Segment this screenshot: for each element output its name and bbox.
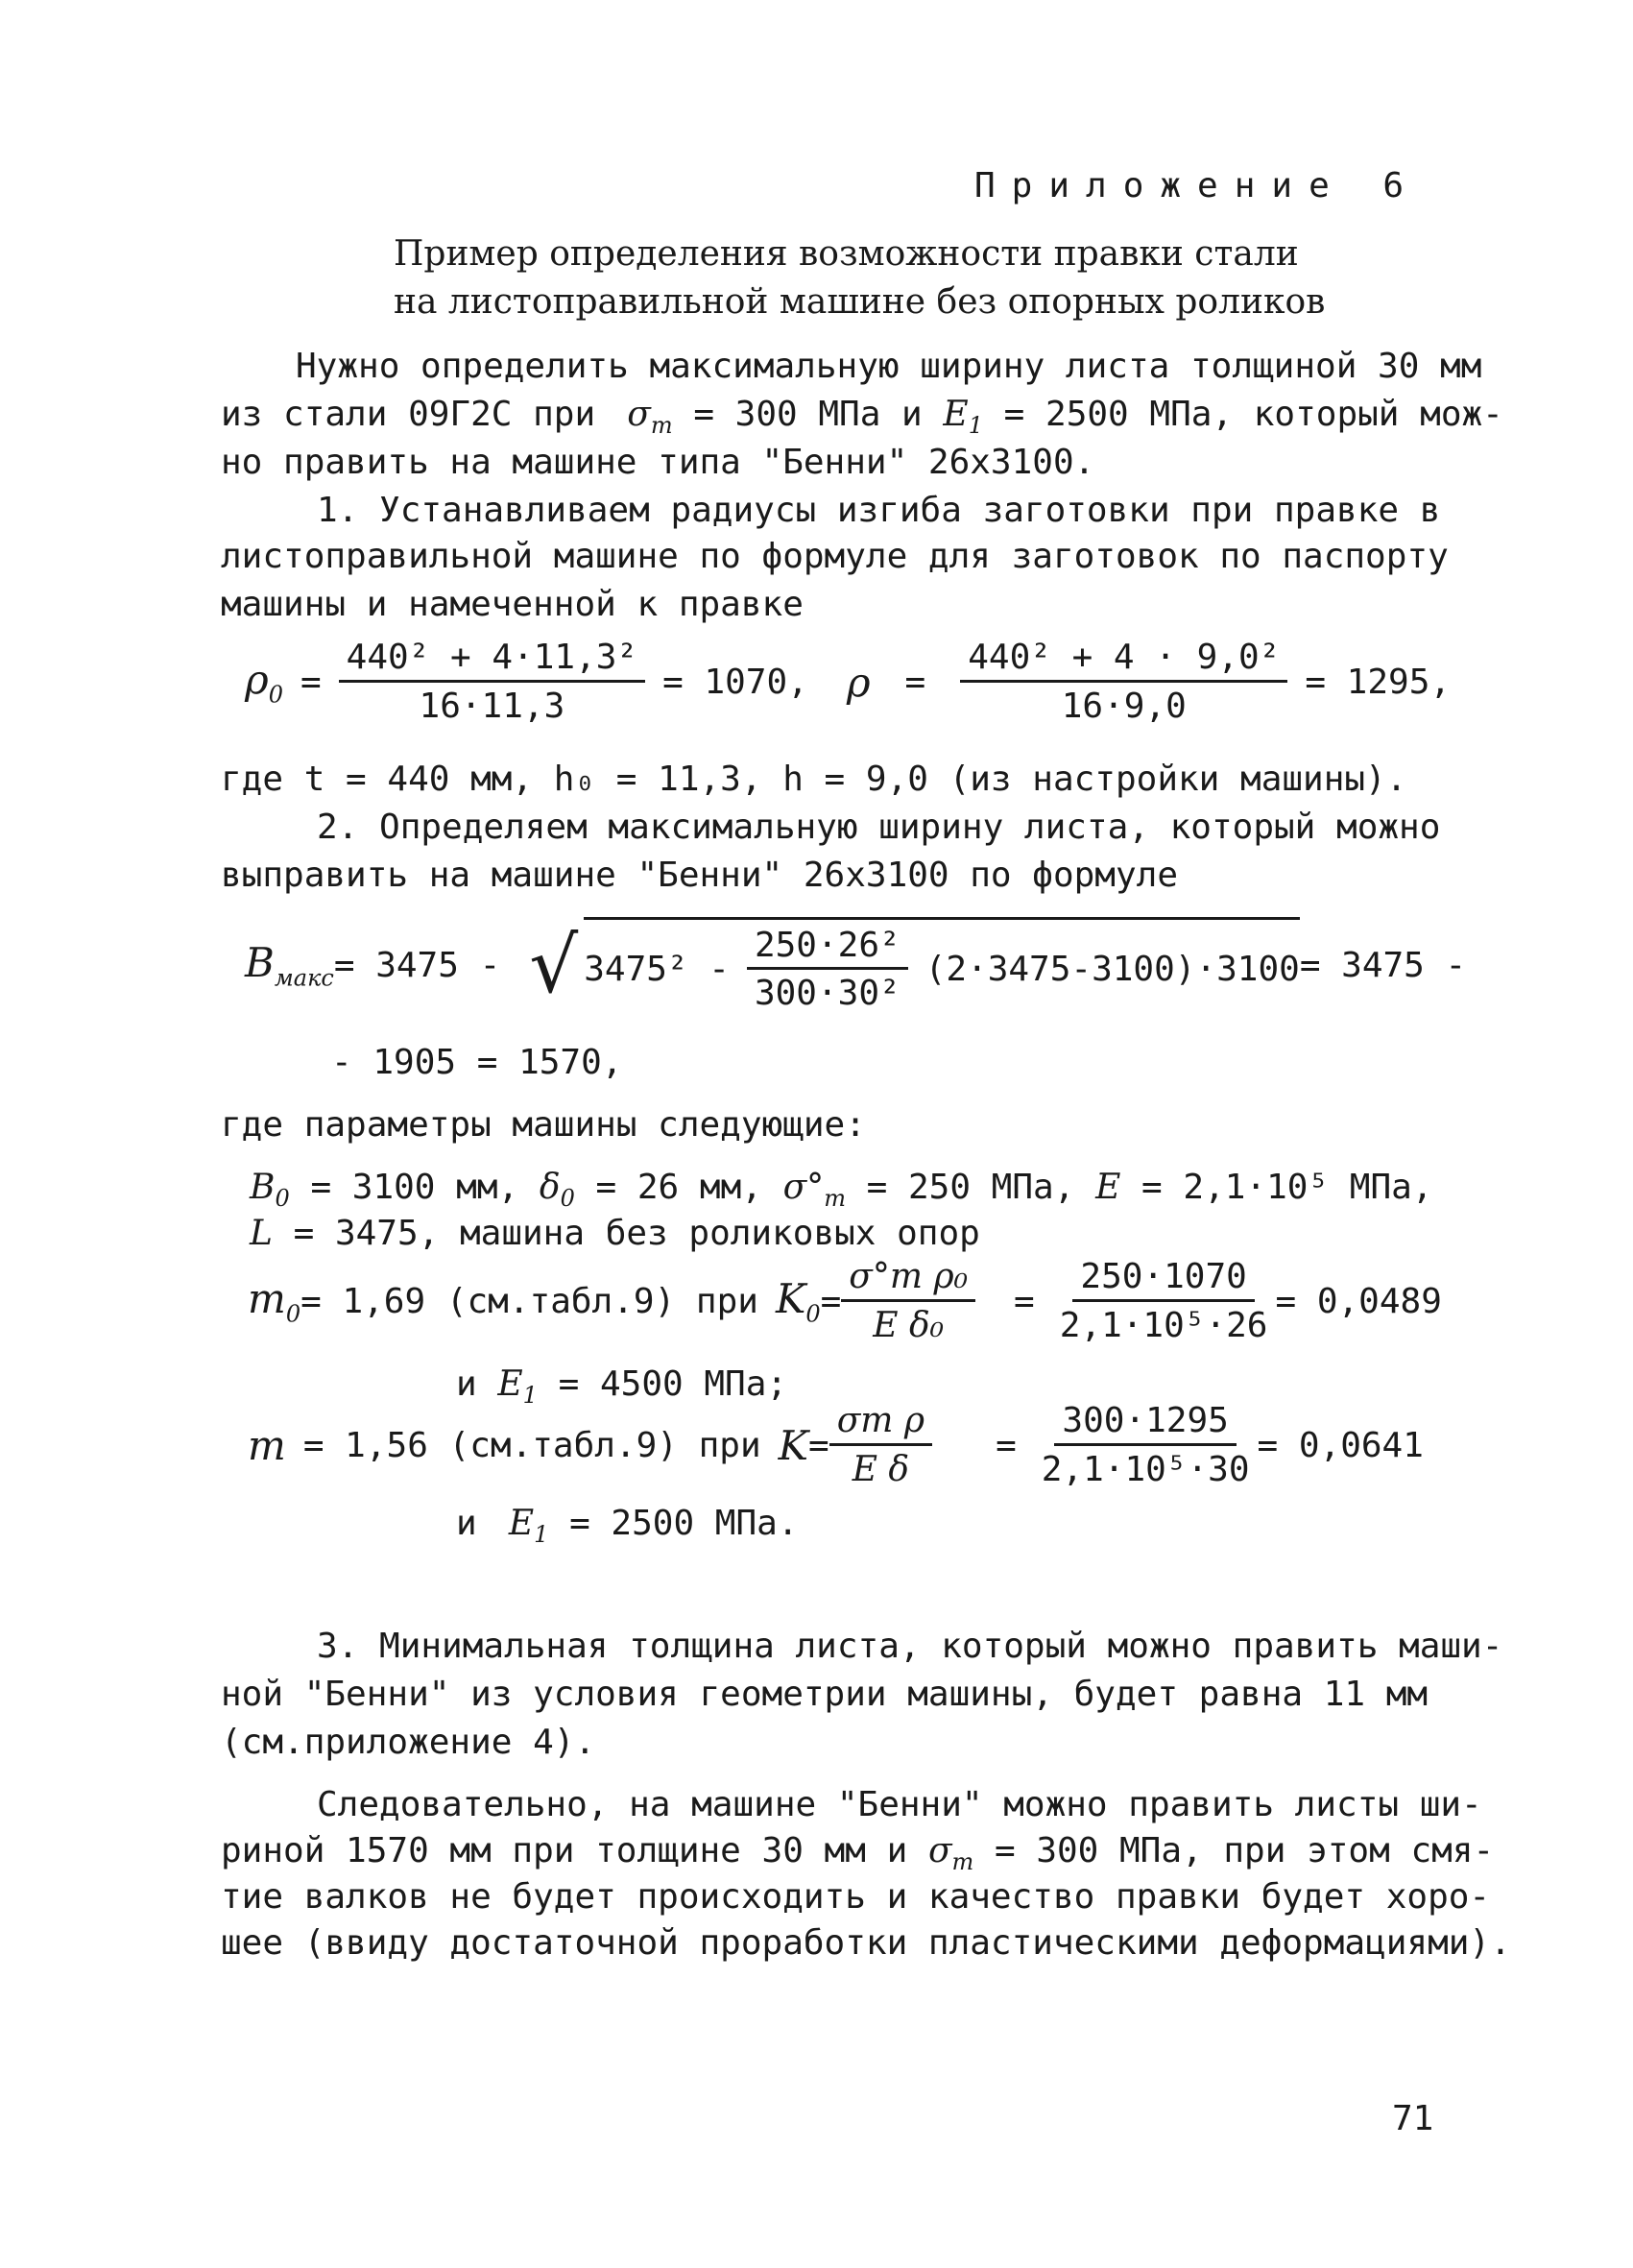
k0-result: = 0,0489: [1275, 1281, 1442, 1321]
l-symbol: L: [250, 1214, 273, 1253]
radicand-b: (2·3475-3100)·3100: [925, 950, 1300, 989]
step3-line-1: 3. Минимальная толщина листа, который можно править маши-: [317, 1627, 1503, 1666]
k-denominator: E δ: [852, 1449, 910, 1489]
k0-numerator: σ°т ρ₀: [841, 1257, 975, 1301]
fraction-a-numerator: 440² + 4·11,3²: [339, 638, 645, 682]
intro-line-3: но править на машине типа "Бенни" 26х3100.: [221, 443, 1095, 482]
radicand-fraction-denominator: 300·30²: [754, 974, 901, 1013]
formula-max-width-lhs: = 3475 -: [333, 945, 501, 985]
delta0-value: = 26 мм,: [595, 1168, 762, 1207]
conclusion-line-2: [221, 1830, 1494, 1883]
l-value: = 3475, машина без роликовых опор: [293, 1214, 980, 1253]
e-value: = 2,1·10⁵ МПа,: [1141, 1168, 1433, 1207]
rho-symbol: ρ: [846, 658, 871, 706]
fraction-b-numerator: 440² + 4 · 9,0²: [960, 638, 1287, 682]
b-max-symbol: $B_{макс}$: [245, 938, 334, 992]
formula-radius-fraction-a: [339, 638, 645, 726]
formula-max-width: [245, 912, 1466, 1018]
step1-line-3: машины и намеченной к правке: [221, 585, 804, 624]
k-value-fraction: [1034, 1401, 1258, 1489]
k0-value-fraction: [1052, 1257, 1276, 1345]
params-intro: где параметры машины следующие:: [221, 1105, 866, 1145]
m0-symbol: $m_0$: [248, 1274, 301, 1328]
conclusion-line-4: шее (ввиду достаточной проработки пластическими деформациями).: [221, 1923, 1511, 1963]
title-line-2: на листоправильной машине без опорных роликов: [394, 282, 1326, 322]
radicand-a: 3475² -: [584, 950, 730, 989]
radicand-fraction-numerator: 250·26²: [747, 926, 908, 970]
k-numerator: σт ρ: [829, 1401, 932, 1445]
step1-line-2: листоправильной машине по формуле для заготовок по паспорту: [221, 537, 1449, 576]
where-line-1: где t = 440 мм, h₀ = 11,3, h = 9,0 (из настройки машины).: [221, 760, 1407, 799]
m0-condition: и $E_1 = 4500$ МПа;: [456, 1364, 788, 1410]
k0-denominator: E δ₀: [873, 1305, 945, 1345]
sigma0-symbol: $\sigma^\circ_т$: [782, 1168, 846, 1213]
conclusion-line-3: тие валков не будет происходить и качество правки будет хоро-: [221, 1877, 1491, 1917]
sigma0-value: = 250 МПа,: [866, 1168, 1075, 1207]
b0-value: = 3100 мм,: [310, 1168, 519, 1207]
fraction-b-result: = 1295,: [1305, 662, 1452, 702]
m-lhs: = 1,56 (см.табл.9) при: [302, 1425, 761, 1465]
intro-text-c: = 2500 МПа, который мож-: [1003, 395, 1503, 434]
m0-e1-value: = 4500 МПа;: [558, 1364, 788, 1404]
k-value-numerator: 300·1295: [1054, 1401, 1236, 1445]
k-value-denominator: 2,1·10⁵·30: [1041, 1449, 1250, 1489]
m-e1-value: = 2500 МПа.: [569, 1504, 799, 1543]
radicand-fraction: [747, 926, 908, 1014]
title-line-1: Пример определения возможности правки стали: [394, 234, 1299, 274]
conclusion-line-1: Следовательно, на машине "Бенни" можно править листы ши-: [317, 1785, 1482, 1824]
step3-line-3: (см.приложение 4).: [221, 1723, 596, 1762]
k-fraction: [829, 1401, 932, 1489]
fraction-b-denominator: 16·9,0: [1061, 686, 1187, 726]
sigma-t-symbol-conclusion: $\sigma_т$: [927, 1831, 974, 1876]
k-result: = 0,0641: [1257, 1425, 1424, 1465]
square-root: √ 3475² - $\frac{\text{250·26²}}{\text{300·30²}}$ (2·3475-3100)·3100: [529, 917, 1300, 1014]
intro-line-1: Нужно определить максимальную ширину листа толщиной 30 мм: [296, 347, 1482, 386]
m-condition: и $E_1 = 2500$ МПа.: [456, 1504, 799, 1549]
intro-text-a: из стали 09Г2С при: [221, 395, 596, 434]
step3-line-2: ной "Бенни" из условия геометрии машины, будет равна 11 мм: [221, 1675, 1429, 1714]
formula-max-width-result: = 3475 -: [1299, 945, 1467, 985]
conclusion-text-b: = 300 МПа, при этом смя-: [994, 1831, 1495, 1870]
sigma-t-symbol: $\sigma_т$: [615, 395, 673, 440]
params-line-1: [250, 1167, 1432, 1219]
k0-symbol: $K_0$: [775, 1274, 821, 1328]
fraction-a-denominator: 16·11,3: [419, 686, 565, 726]
formula-m: m = 1,56 (см.табл.9) при K = $\frac{\text{σт ρ}}{\text{E δ}}$ = $\frac{300\cdot 1295}{\text{2,1·10⁵·30}}$ = 0,0641: [248, 1401, 1424, 1489]
conclusion-text-a: риной 1570 мм при толщине 30 мм и: [221, 1831, 908, 1870]
k0-value-denominator: 2,1·10⁵·26: [1059, 1305, 1268, 1345]
intro-text-b: = 300 МПа и: [693, 395, 923, 434]
step2-line-1: 2. Определяем максимальную ширину листа, который можно: [317, 808, 1441, 847]
params-line-2: [250, 1213, 980, 1255]
e1-symbol: $E_1$: [943, 395, 983, 440]
intro-line-2: [221, 394, 1503, 446]
formula-m0: $m_0$ = 1,69 (см.табл.9) при $K_0$ = $\frac{\text{σ°т ρ₀}}{\text{E δ₀}}$ = $\frac{250\cdot 1070}{\text{2,1·10⁵·26}}$ = 0,0489: [248, 1257, 1442, 1345]
step2-line-2: выправить на машине "Бенни" 26х3100 по формуле: [221, 856, 1178, 895]
e1-symbol-m: $E_1$: [497, 1504, 549, 1549]
appendix-heading: Приложение 6: [974, 166, 1421, 205]
formula-max-width-continuation: - 1905 = 1570,: [331, 1043, 623, 1082]
delta0-symbol: $\delta_0$: [539, 1168, 575, 1213]
m0-lhs: = 1,69 (см.табл.9) при: [300, 1281, 758, 1321]
k-symbol: K: [778, 1421, 809, 1469]
fraction-a-result: = 1070,: [662, 662, 808, 702]
b0-symbol: $B_0$: [250, 1168, 290, 1213]
formula-radius: $\rho_0$ = $\frac{\text{440² + 4·11,3²}}{16\cdot 11,3}$ = 1070, ρ = $\frac{\text{440² + 4 · 9,0²}}{16\cdot 9,0}$ = 1295,: [245, 638, 1452, 726]
k0-value-numerator: 250·1070: [1072, 1257, 1254, 1301]
m-symbol: m: [248, 1421, 286, 1469]
e-symbol: E: [1095, 1168, 1121, 1207]
step1-line-1: 1. Устанавливаем радиусы изгиба заготовки при правке в: [317, 491, 1441, 530]
page-number: 71: [1392, 2099, 1434, 2138]
k0-fraction: [841, 1257, 975, 1345]
rho0-symbol: $\rho_0$: [245, 655, 283, 709]
formula-radius-fraction-b: [960, 638, 1287, 726]
e1-symbol-m0: $E_1$: [497, 1364, 538, 1410]
